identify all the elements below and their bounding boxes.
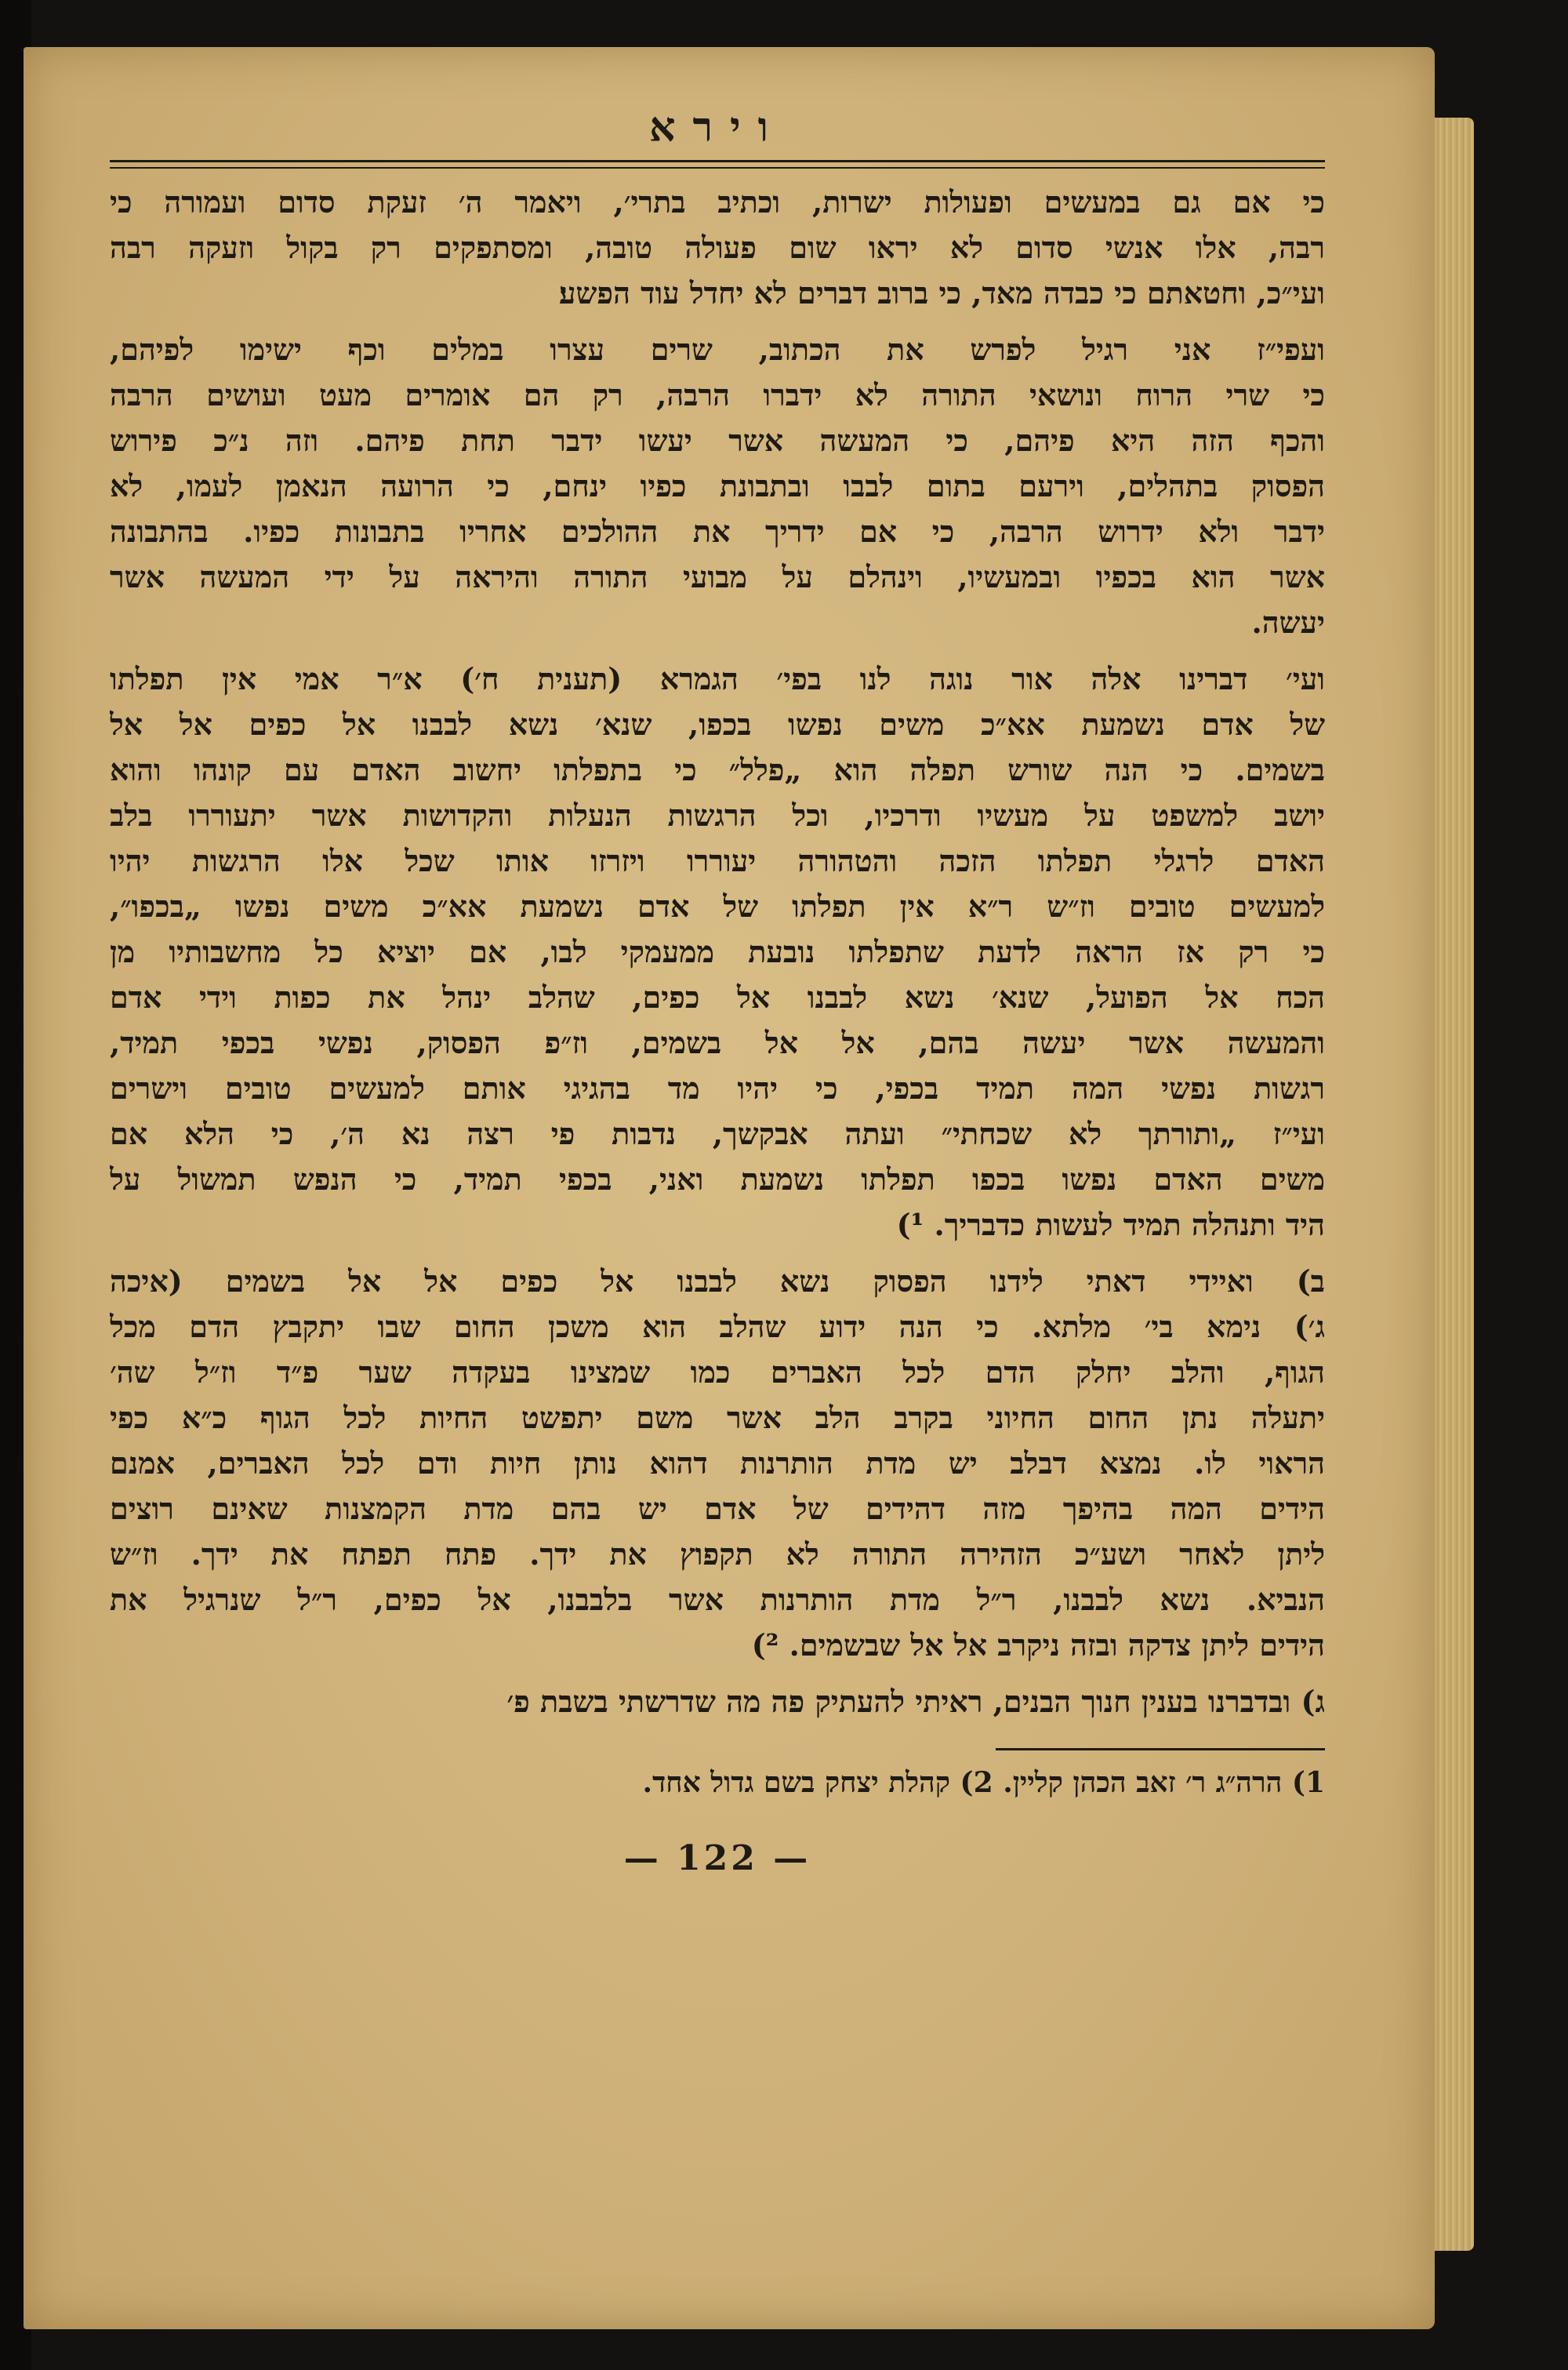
text-line: כי שרי הרוח ונושאי התורה לא ידברו הרבה, רק הם אומרים מעט ועושים הרבה — [110, 377, 1325, 413]
text-line: ועפי״ז אני רגיל לפרש את הכתוב, שרים עצרו במלים וכף ישימו לפיהם, — [110, 332, 1325, 367]
text-line: הידים המה בהיפך מזה דהידים של אדם יש בהם מדת הקמצנות שאינם רוצים — [110, 1491, 1325, 1526]
text-line: הראוי לו. נמצא דבלב יש מדת הותרנות דהוא נותן חיות ודם לכל האברים, אמנם — [110, 1445, 1325, 1481]
running-header: וירא — [649, 104, 786, 151]
text-line: האדם לרגלי תפלתו הזכה והטהורה יעוררו ויזרזו אותו שכל אלו הרגשות יהיו — [110, 843, 1325, 878]
paragraph-gap — [110, 645, 1325, 656]
text-line: הידים ליתן צדקה ובזה ניקרב אל אל שבשמים. ²) — [751, 1627, 1325, 1663]
text-line: הגוף, והלב יחלק הדם לכל האברים כמו שמצינו בעקדה שער פ״ד וז״ל שה׳ — [110, 1354, 1325, 1390]
text-line: רגשות נפשי המה תמיד בכפי, כי יהיו מד בהגיגי אותם למעשים טובים וישרים — [110, 1070, 1325, 1106]
page-number: — 122 — — [623, 1838, 811, 1878]
paragraph-gap — [110, 1248, 1325, 1259]
text-line: ידבר ולא ידרוש הרבה, כי אם ידריך את ההולכים אחריו בתבונות כפיו. בהתבונה — [110, 514, 1325, 549]
text-line: הפסוק בתהלים, וירעם בתום לבבו ובתבונת כפיו ינחם, כי הרועה הנאמן לעמו, לא — [110, 468, 1325, 503]
text-line: משים האדם נפשו בכפו תפלתו נשמעת ואני, בכפי תמיד, כי הנפש תמשול על — [110, 1161, 1325, 1197]
paragraph — [110, 1259, 1325, 1668]
header-rule-thin — [110, 167, 1325, 169]
page-content — [110, 94, 1325, 1878]
text-line: ליתן לאחר ושע״כ הזהירה התורה לא תקפוץ את ידך. פתח תפתח את ידך. וז״ש — [110, 1536, 1325, 1572]
text-line: ועי״ז „ותורתך לא שכחתי״ ועתה אבקשך, נדבות פי רצה נא ה׳, כי הלא אם — [110, 1116, 1325, 1151]
header-rule-thick — [110, 160, 1325, 162]
text-line: למעשים טובים וז״ש ר״א אין תפלתו של אדם נשמעת אא״כ משים נפשו „בכפו״, — [110, 889, 1325, 924]
text-line: יתעלה נתן החום החיוני בקרב הלב אשר משם יתפשט החיות לכל הגוף כ״א כפי — [110, 1400, 1325, 1435]
text-line: יושב למשפט על מעשיו ודרכיו, וכל הרגשות הנעלות והקדושות אשר יתעוררו בלב — [110, 798, 1325, 833]
text-line: ג׳) נימא בי׳ מלתא. כי הנה ידוע שהלב הוא משכן החום שבו יתקבץ הדם מכל — [110, 1309, 1325, 1344]
text-line: ועי׳ דברינו אלה אור נוגה לנו בפי׳ הגמרא (תענית ח׳) א״ר אמי אין תפלתו — [110, 661, 1325, 696]
paragraph — [110, 1679, 1325, 1725]
text-line: היד ותנהלה תמיד לעשות כדבריך. ¹) — [896, 1207, 1325, 1242]
paragraph — [110, 656, 1325, 1248]
footnotes: 1) הרה״ג ר׳ זאב הכהן קליין. 2) קהלת יצחק בשם גדול אחד. — [642, 1766, 1325, 1799]
text-line: כי רק אז הראה לדעת שתפלתו נובעת ממעמקי לבו, אם יוציא כל מחשבותיו מן — [110, 934, 1325, 969]
paragraph-gap — [110, 316, 1325, 327]
text-line: בשמים. כי הנה שורש תפלה הוא „פלל״ כי בתפלתו יחשוב האדם עם קונהו והוא — [110, 752, 1325, 787]
text-line: והכף הזה היא פיהם, כי המעשה אשר יעשו ידבר תחת פיהם. וזה נ״כ פירוש — [110, 423, 1325, 458]
paragraph — [110, 180, 1325, 316]
text-line: ג) ובדברנו בענין חנוך הבנים, ראיתי להעתיק פה מה שדרשתי בשבת פ׳ — [506, 1684, 1325, 1719]
text-line: ועי״כ, וחטאתם כי כבדה מאד, כי ברוב דברים לא יחדל עוד הפשע׃ — [559, 275, 1325, 311]
book-page — [24, 47, 1435, 2329]
text-line: והמעשה אשר יעשה בהם, אל אל בשמים, וז״פ הפסוק, נפשי בכפי תמיד, — [110, 1025, 1325, 1060]
text-line: כי אם גם במעשים ופעולות ישרות, וכתיב בתרי׳, ויאמר ה׳ זעקת סדום ועמורה כי — [110, 184, 1325, 220]
text-line: הנביא. נשא לבבנו, ר״ל מדת הותרנות אשר בלבבנו, אל כפים, ר״ל שנרגיל את — [110, 1582, 1325, 1617]
footnote-rule — [996, 1748, 1325, 1750]
text-line: יעשה. — [1251, 605, 1325, 640]
body-text — [110, 180, 1325, 1725]
text-line: ב) ואיידי דאתי לידנו הפסוק נשא לבבנו אל כפים אל אל בשמים (איכה — [110, 1263, 1325, 1299]
text-line: הכח אל הפועל, שנא׳ נשא לבבנו אל כפים, שהלב ינהל את כפות וידי אדם — [110, 980, 1325, 1015]
paragraph-gap — [110, 1668, 1325, 1679]
text-line: רבה, אלו אנשי סדום לא יראו שום פעולה טובה, ומסתפקים רק בקול וזעקה רבה — [110, 230, 1325, 265]
text-line: של אדם נשמעת אא״כ משים נפשו בכפו, שנא׳ נשא לבבנו אל כפים אל אל — [110, 707, 1325, 742]
text-line: אשר הוא בכפיו ובמעשיו, וינהלם על מבועי התורה והיראה על ידי המעשה אשר — [110, 559, 1325, 594]
paragraph — [110, 327, 1325, 645]
